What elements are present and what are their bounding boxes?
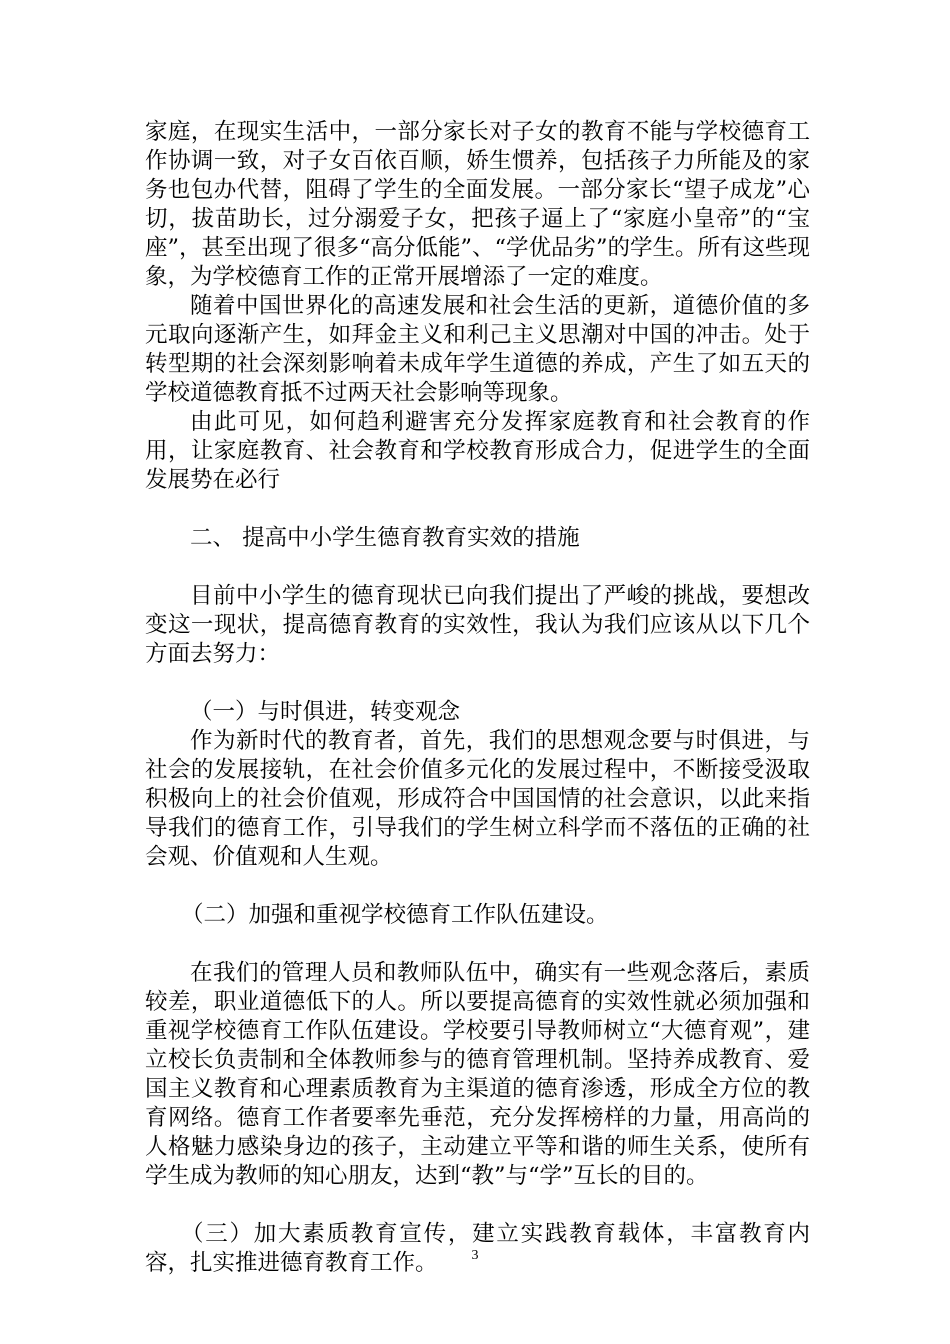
subheading-quality-education: （三）加大素质教育宣传，建立实践教育载体，丰富教育内容，扎实推进德育教育工作。 <box>145 1221 810 1276</box>
subheading-keep-pace: （一）与时俱进，转变观念 <box>190 699 461 725</box>
paragraph-keep-pace: 作为新时代的教育者，首先，我们的思想观念要与时俱进，与社会的发展接轨，在社会价值多元化的发展过程中，不断接受汲取积极向上的社会价值观，形成符合中国国情的社会意识，以此来指导我们的德育工作，引导我们的学生树立科学而不落伍的正确的社会观、价值观和人生观。 <box>145 728 810 870</box>
paragraph-family-education: 家庭，在现实生活中，一部分家长对子女的教育不能与学校德育工作协调一致，对子女百依百顺，娇生惯养，包括孩子力所能及的家务也包办代替，阻碍了学生的全面发展。一部分家长“望子成龙”心切，拔苗助长，过分溺爱子女，把孩子逼上了“家庭小皇帝”的“宝座”，甚至出现了很多“高分低能”、“学优品劣”的学生。所有这些现象，为学校德育工作的正常开展增添了一定的难度。 <box>145 119 811 290</box>
paragraph-social-change: 随着中国世界化的高速发展和社会生活的更新，道德价值的多元取向逐渐产生，如拜金主义和利己主义思潮对中国的冲击。处于转型期的社会深刻影响着未成年学生道德的养成，产生了如五天的学校道德教育抵不过两天社会影响等现象。 <box>145 293 810 406</box>
subheading-team-building: （二）加强和重视学校德育工作队伍建设。 <box>181 902 609 928</box>
page-number: 3 <box>471 1248 479 1263</box>
paragraph-conclusion: 由此可见，如何趋利避害充分发挥家庭教育和社会教育的作用，让家庭教育、社会教育和学校教育形成合力，促进学生的全面发展势在必行 <box>145 409 810 493</box>
paragraph-intro-measures: 目前中小学生的德育现状已向我们提出了严峻的挑战，要想改变这一现状，提高德育教育的实效性，我认为我们应该从以下几个方面去努力： <box>145 583 810 667</box>
document-body <box>145 118 810 1278</box>
paragraph-team-building: 在我们的管理人员和教师队伍中，确实有一些观念落后，素质较差，职业道德低下的人。所以要提高德育的实效性就必须加强和重视学校德育工作队伍建设。学校要引导教师树立“大德育观”，建立校长负责制和全体教师参与的德育管理机制。坚持养成教育、爱国主义教育和心理素质教育为主渠道的德育渗透，形成全方位的教育网络。德育工作者要率先垂范，充分发挥榜样的力量，用高尚的人格魅力感染身边的孩子，主动建立平等和谐的师生关系，使所有学生成为教师的知心朋友，达到“教”与“学”互长的目的。 <box>145 960 810 1189</box>
section-heading-measures: 二、 提高中小学生德育教育实效的措施 <box>190 525 580 551</box>
